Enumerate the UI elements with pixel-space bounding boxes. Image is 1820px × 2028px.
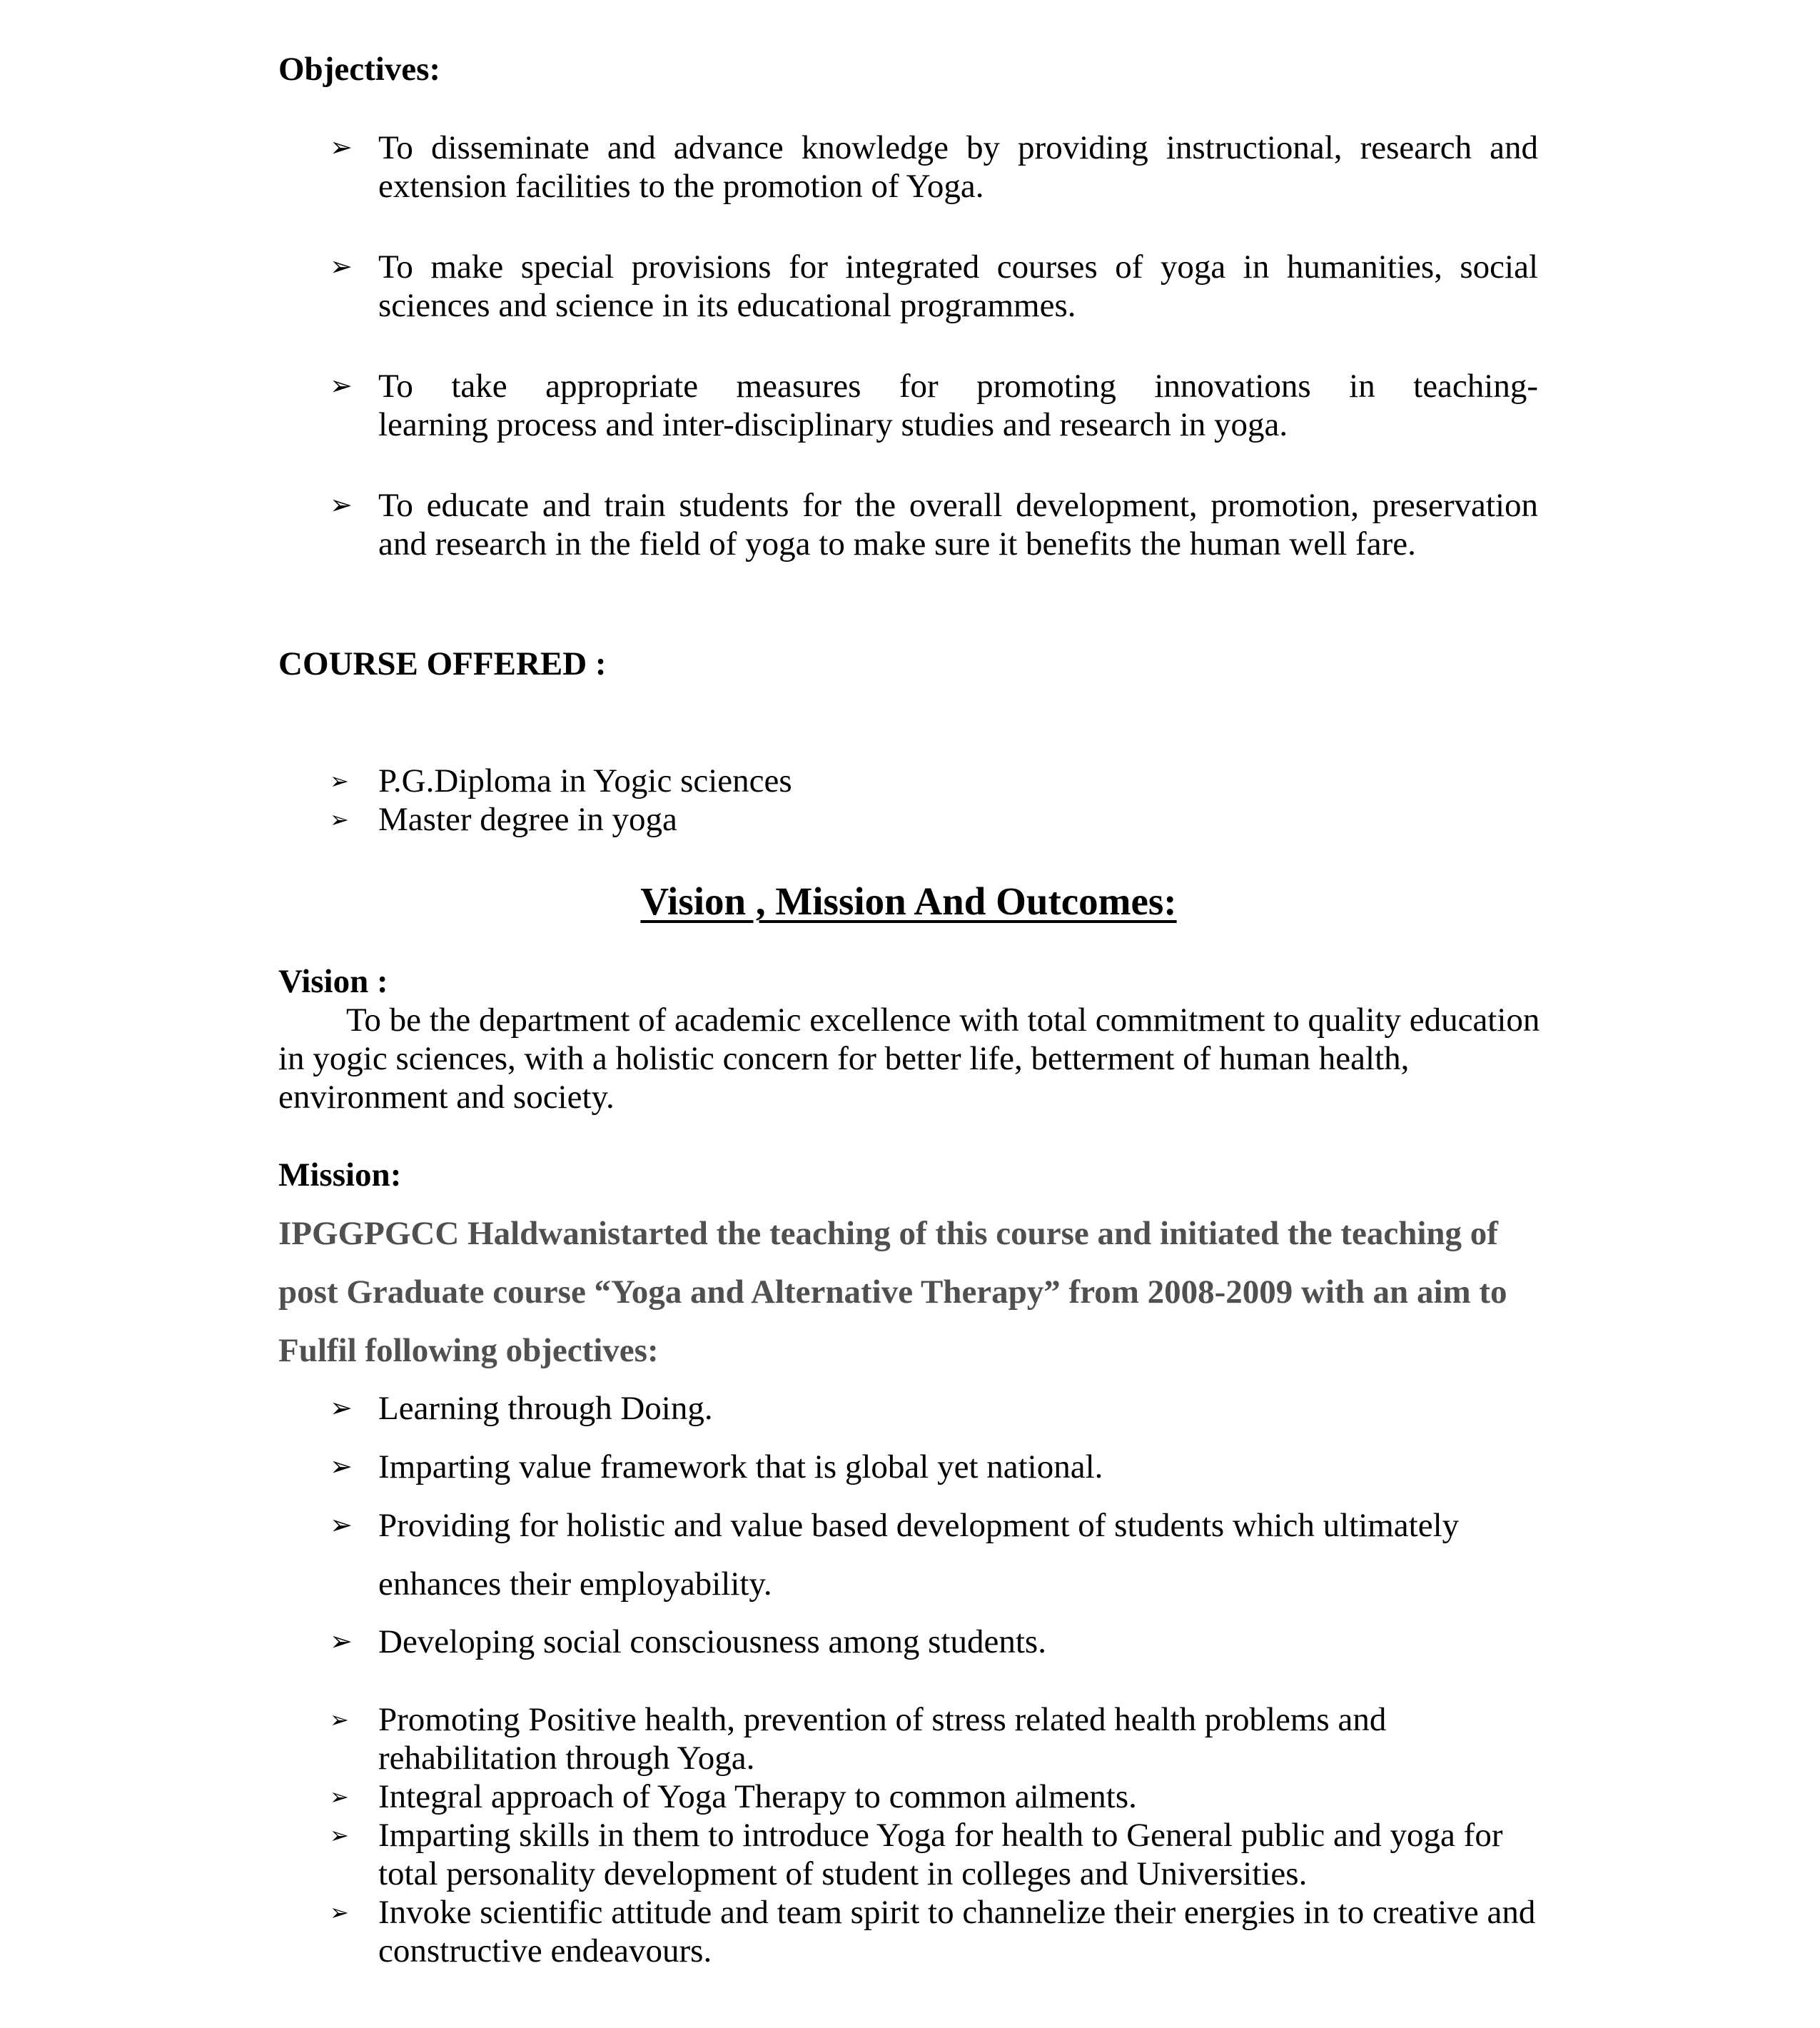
course-item-1: P.G.Diploma in Yogic sciences — [378, 762, 792, 799]
mission-item-6: Integral approach of Yoga Therapy to common ailments. — [378, 1778, 1137, 1815]
vision-line-3: environment and society. — [278, 1079, 615, 1116]
objective-item-4-line2: and research in the field of yoga to make sure it benefits the human well fare. — [378, 525, 1416, 563]
arrow-bullet-icon: ➢ — [330, 490, 353, 520]
arrow-bullet-icon: ➢ — [330, 807, 349, 832]
arrow-bullet-icon: ➢ — [330, 1707, 349, 1732]
arrow-bullet-icon: ➢ — [330, 1627, 353, 1657]
mission-intro-line-1: IPGGPGCC Haldwanistarted the teaching of this course and initiated the teaching of — [278, 1215, 1498, 1252]
mission-intro-line-3: Fulfil following objectives: — [278, 1332, 659, 1369]
mission-item-3-line1: Providing for holistic and value based development of students which ultimately — [378, 1507, 1460, 1544]
vmo-heading: Vision , Mission And Outcomes: — [640, 879, 1177, 923]
objective-item-2-line2: sciences and science in its educational programmes. — [378, 287, 1076, 324]
mission-item-3-line2: enhances their employability. — [378, 1565, 772, 1603]
arrow-bullet-icon: ➢ — [330, 371, 353, 401]
vmo-heading-wrap — [0, 879, 1820, 924]
vision-line-2: in yogic sciences, with a holistic concern for better life, betterment of human health, — [278, 1040, 1410, 1077]
vision-line-1: To be the department of academic excellence with total commitment to quality education — [346, 1002, 1540, 1039]
objective-item-1-line2: extension facilities to the promotion of Yoga. — [378, 168, 984, 205]
mission-item-7-line2: total personality development of student in colleges and Universities. — [378, 1855, 1308, 1892]
arrow-bullet-icon: ➢ — [330, 1510, 353, 1540]
arrow-bullet-icon: ➢ — [330, 1900, 349, 1925]
objective-item-3-line2: learning process and inter-disciplinary studies and research in yoga. — [378, 406, 1288, 443]
arrow-bullet-icon: ➢ — [330, 252, 353, 282]
objective-item-1-line1: To disseminate and advance knowledge by providing instructional, research and — [378, 129, 1538, 166]
mission-intro-line-2: post Graduate course “Yoga and Alternative Therapy” from 2008-2009 with an aim to — [278, 1273, 1507, 1311]
arrow-bullet-icon: ➢ — [330, 1822, 349, 1848]
mission-item-8-line1: Invoke scientific attitude and team spirit to channelize their energies in to creative and — [378, 1894, 1536, 1931]
arrow-bullet-icon: ➢ — [330, 768, 349, 794]
objective-item-2-line1: To make special provisions for integrated courses of yoga in humanities, social — [378, 248, 1538, 286]
arrow-bullet-icon: ➢ — [330, 1393, 353, 1423]
objectives-heading: Objectives: — [278, 51, 441, 88]
mission-item-8-line2: constructive endeavours. — [378, 1932, 712, 1969]
arrow-bullet-icon: ➢ — [330, 1784, 349, 1810]
mission-item-5-line2: rehabilitation through Yoga. — [378, 1740, 755, 1777]
mission-item-4: Developing social consciousness among students. — [378, 1623, 1046, 1660]
mission-item-5-line1: Promoting Positive health, prevention of stress related health problems and — [378, 1701, 1387, 1738]
objective-item-3-line1: To take appropriate measures for promoting innovations in teaching- — [378, 368, 1538, 405]
course-item-2: Master degree in yoga — [378, 801, 677, 838]
vision-heading: Vision : — [278, 963, 388, 1000]
mission-item-7-line1: Imparting skills in them to introduce Yoga for health to General public and yoga for — [378, 1817, 1503, 1854]
mission-item-1: Learning through Doing. — [378, 1390, 713, 1427]
mission-heading: Mission: — [278, 1156, 402, 1194]
mission-item-2: Imparting value framework that is global yet national. — [378, 1448, 1103, 1485]
arrow-bullet-icon: ➢ — [330, 1452, 353, 1482]
courses-heading: COURSE OFFERED : — [278, 645, 607, 682]
arrow-bullet-icon: ➢ — [330, 133, 353, 163]
objective-item-4-line1: To educate and train students for the overall development, promotion, preservation — [378, 487, 1538, 524]
